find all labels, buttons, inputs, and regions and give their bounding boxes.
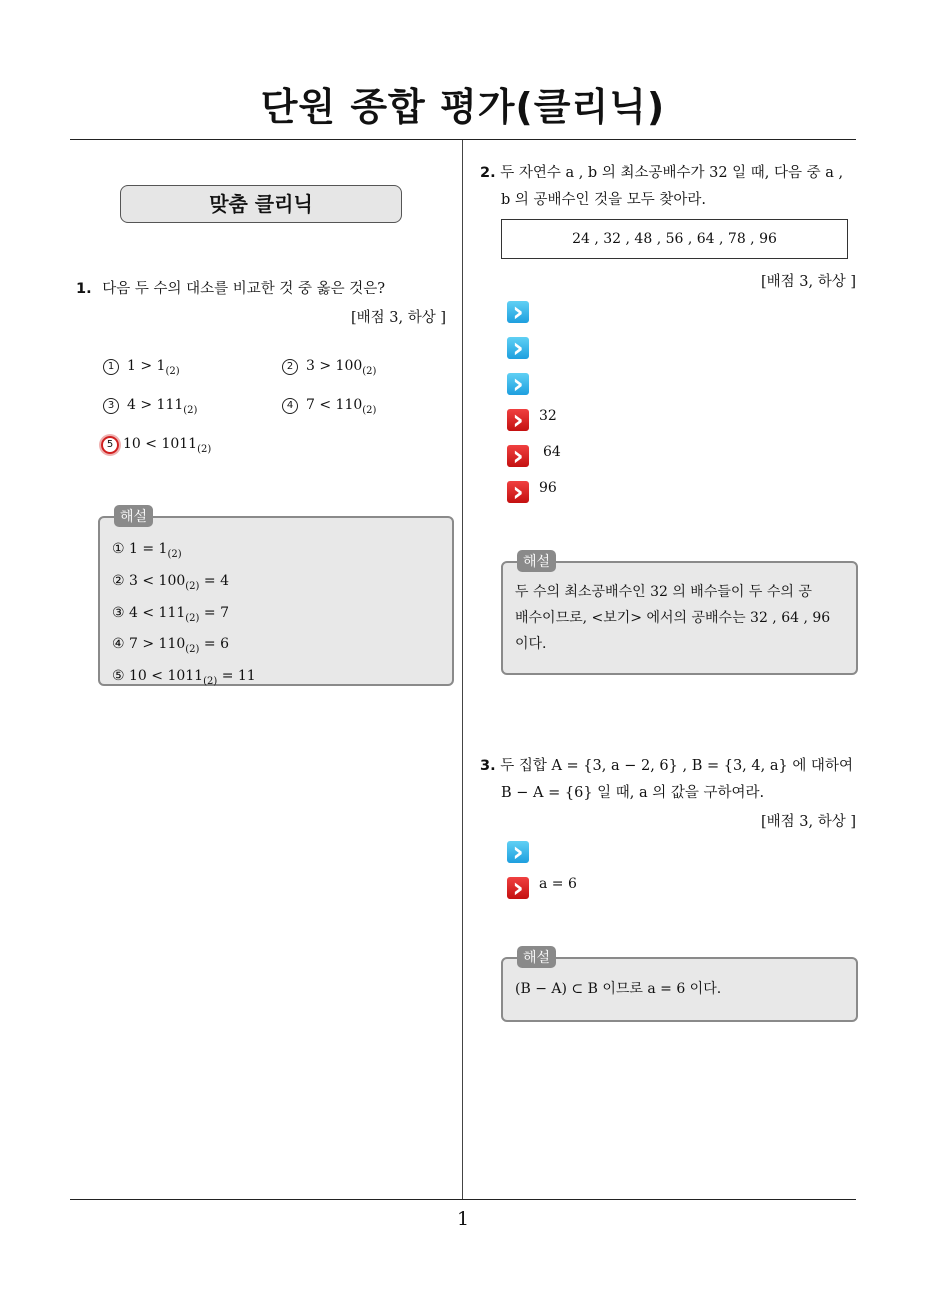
choice-4[interactable] (282, 397, 376, 416)
explanation-box-1 (98, 509, 454, 687)
blue-chevron-icon[interactable] (507, 841, 529, 863)
answer-text: 32 (539, 408, 557, 424)
title-rule (70, 139, 856, 140)
question-1-score: [배점 3, 하상 ] (350, 310, 446, 326)
explanation-1-body (112, 536, 440, 695)
choice-1-sub: (2) (165, 365, 180, 377)
explanation-line: ② $3 < 100_{(2)} = 4$ (112, 572, 229, 592)
question-2-score: [배점 3, 하상 ] (760, 274, 856, 290)
explanation-box-2 (501, 554, 858, 675)
choice-4-sub: (2) (362, 404, 377, 416)
explanation-tag: 해설 (517, 550, 556, 572)
choice-3-text: 4 > 111 (127, 397, 184, 413)
choice-4-mark: 4 (282, 398, 298, 414)
column-divider (462, 140, 463, 1200)
options-box: 24 , 32 , 48 , 56 , 64 , 78 , 96 (501, 219, 848, 259)
choice-1[interactable] (103, 358, 180, 377)
question-2 (480, 160, 860, 214)
explanation-line: ③ $4 < 111_{(2)} = 7$ (112, 604, 229, 624)
explanation-line: ⑤ $10 < 1011_{(2)} = 11$ (112, 668, 256, 687)
answer-text: 64 (543, 444, 561, 460)
choice-5-text: 10 < 1011 (123, 436, 198, 452)
choice-4-text: 7 < 110 (306, 397, 363, 413)
question-3-line1: 두 집합 A = {3, a − 2, 6} , B = {3, 4, a} 에 대하여 (500, 758, 853, 774)
answer-text: 96 (539, 480, 557, 496)
question-1 (76, 276, 456, 303)
question-2-line2: b 의 공배수인 것을 모두 찾아라. (501, 192, 707, 208)
red-chevron-icon[interactable] (507, 877, 529, 899)
explanation-line: 배수이므로, <보기> 에서의 공배수는 32 , 64 , 96 (515, 610, 831, 626)
choice-5-sub: (2) (197, 443, 212, 455)
page-title: 단원 종합 평가(클리닉) (260, 85, 666, 129)
question-1-text: 다음 두 수의 대소를 비교한 것 중 옳은 것은? (102, 281, 385, 297)
question-2-number: 2. (480, 165, 496, 181)
question-3-line2: B − A = {6} 일 때, a 의 값을 구하여라. (501, 785, 765, 801)
red-chevron-icon[interactable] (507, 481, 529, 503)
explanation-2-body (515, 579, 844, 657)
explanation-3-body: (B − A) ⊂ B 이므로 a = 6 이다. (515, 981, 722, 997)
choice-1-text: 1 > 1 (127, 358, 166, 374)
choice-3-mark: 3 (103, 398, 119, 414)
question-3-score: [배점 3, 하상 ] (760, 814, 856, 830)
selected-answer-circle: 5 (101, 436, 119, 454)
explanation-tag: 해설 (517, 946, 556, 968)
choice-3[interactable] (103, 397, 197, 416)
choice-1-mark: 1 (103, 359, 119, 375)
question-2-line1: 두 자연수 a , b 의 최소공배수가 32 일 때, 다음 중 a , (500, 165, 844, 181)
explanation-box-3 (501, 950, 858, 1022)
red-chevron-icon[interactable] (507, 409, 529, 431)
red-chevron-icon[interactable] (507, 445, 529, 467)
explanation-tag: 해설 (114, 505, 153, 527)
choice-5[interactable] (101, 436, 211, 455)
blue-chevron-icon[interactable] (507, 337, 529, 359)
question-1-number: 1. (76, 281, 92, 297)
choice-2-sub: (2) (362, 365, 377, 377)
explanation-line: ① $1 = 1_{(2)}$ (112, 541, 182, 560)
blue-chevron-icon[interactable] (507, 373, 529, 395)
blue-chevron-icon[interactable] (507, 301, 529, 323)
question-3 (480, 753, 860, 807)
choice-2-mark: 2 (282, 359, 298, 375)
choice-3-sub: (2) (183, 404, 198, 416)
explanation-line: 이다. (515, 636, 547, 652)
choice-2[interactable] (282, 358, 376, 377)
footer-rule (70, 1199, 856, 1200)
answer-text: a = 6 (539, 876, 577, 892)
choice-2-text: 3 > 100 (306, 358, 363, 374)
question-3-number: 3. (480, 758, 496, 774)
clinic-label: 맞춤 클리닉 (120, 185, 402, 223)
explanation-line: 두 수의 최소공배수인 32 의 배수들이 두 수의 공 (515, 584, 812, 600)
page-number: 1 (456, 1208, 470, 1230)
explanation-line: ④ $7 > 110_{(2)} = 6$ (112, 636, 229, 656)
